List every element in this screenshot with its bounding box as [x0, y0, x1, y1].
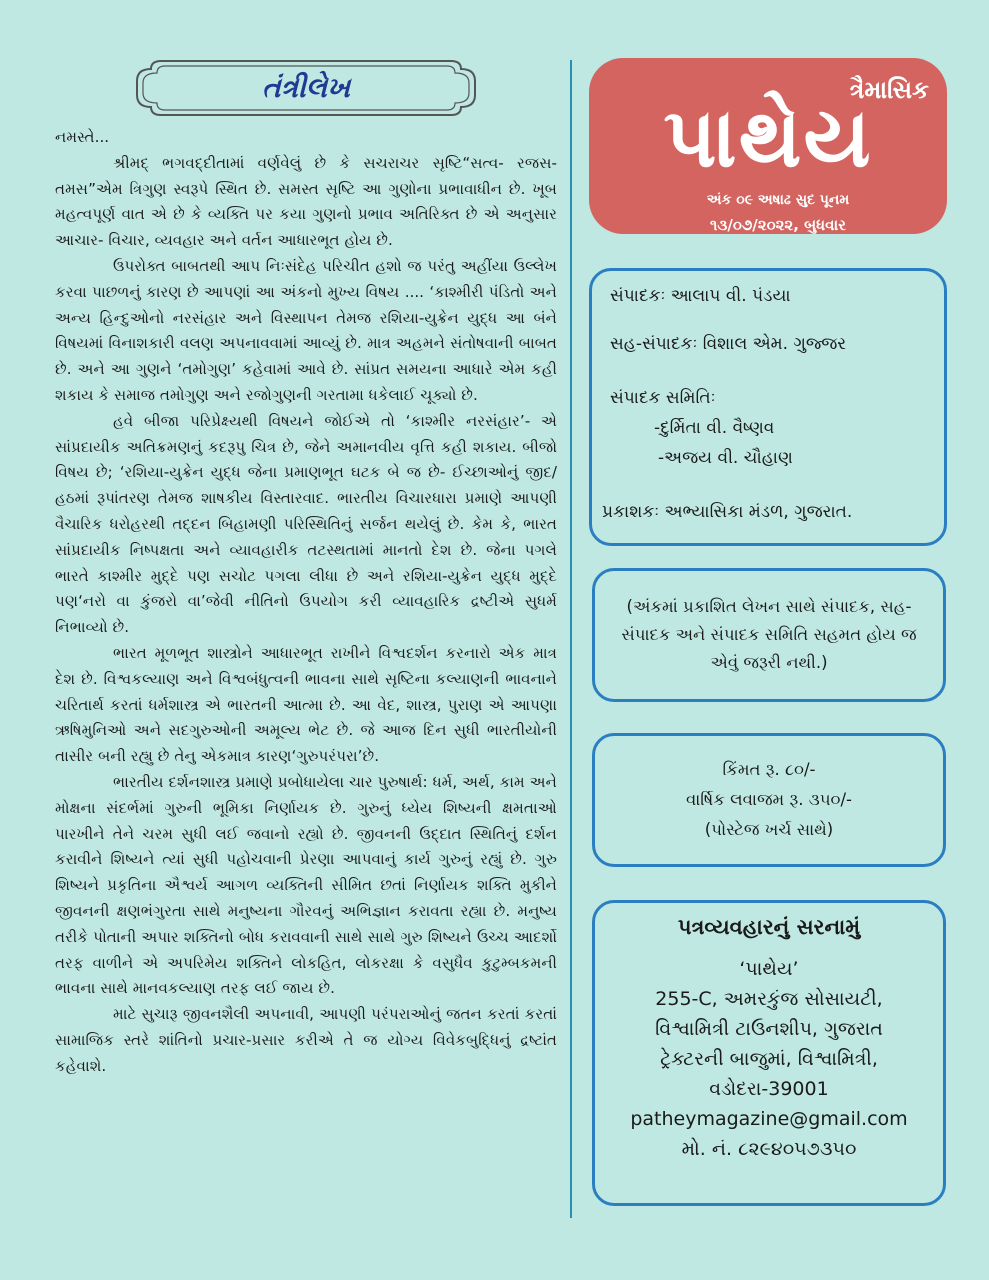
paragraph: માટે સુચારૂ જીવનશૈલી અપનાવી, આપણી પરંપરાઓનું જતન કરતાં કરતાં સામાજિક સ્તરે શાંતિનો પ્રચાર-પ્રસાર કરીએ તે જ યોગ્ય વિવેકબુદ્ધિનું દ્રષ્ટાંત કહેવાશે.	[55, 1005, 557, 1075]
editorial-title-frame	[131, 55, 481, 121]
address-line: વડોદરા-39001	[709, 1078, 829, 1100]
editorial-column	[55, 55, 557, 1079]
publication-frequency: ત્રૈમાસિક	[849, 76, 929, 104]
address-heading: પત્રવ્યવહારનું સરનામું	[677, 915, 861, 939]
committee-member: -અજય વી. ચૌહાણ	[658, 448, 793, 468]
address-line: 255-C, અમરકુંજ સોસાયટી,	[655, 988, 883, 1010]
phone-number: મો. નં. ૮૨૯૪૦૫૭૩૫૦	[681, 1138, 857, 1160]
annual-subscription: વાર્ષિક લવાજમ રૂ. ૩૫૦/-	[685, 790, 852, 809]
paragraph: ભારતીય દર્શનશાસ્ત્ર પ્રમાણે પ્રબોધાયેલા ચાર પુરુષાર્થ: ધર્મ, અર્થ, કામ અને મોક્ષના સંદર્ભમાં ગુરુની ભૂમિકા નિર્ણાયક છે. ગુરુનું ધ્યેય શિષ્યની ક્ષમતાઓ પારખીને તેને ચરમ સુધી લઈ જવાનો રહ્યો છે. જીવનની ઉદ્દાત સ્થિતિનું દર્શન કરાવીને શિષ્યને ત્યાં સુધી પહોચવાની પ્રેરણા આપવાનું કાર્ય ગુરુનું રહ્યું છે. ગુરુ શિષ્યને પ્રકૃતિના ઐશ્વર્ય આગળ વ્યક્તિની સીમિત છતાં નિર્ણાયક શક્તિ મુકીને જીવનની ક્ષણભંગુરતા સાથે મનુષ્યના ગૌરવનું અભિજ્ઞાન કરાવતા રહ્યા છે. મનુષ્ય તરીકે પોતાની અપાર શક્તિનો બોધ કરાવવાની સાથે સાથે ગુરુ શિષ્યને ઉચ્ચ આદર્શો તરફ વાળીને એ અપરિમેય શક્તિને લોકહિત, લોકરક્ષા કે વસુધૈવ કુટુમ્બકમની ભાવના સાથે માનવકલ્યાણ તરફ લઈ જાય છે.	[55, 772, 557, 998]
editors-box	[589, 268, 947, 546]
issue-info: અંક ૦૯ અષાઢ સુદ પૂનમ	[706, 192, 850, 208]
co-editor-line: સહ-સંપાદકઃ વિશાલ એમ. ગુજ્જર	[610, 334, 847, 354]
column-divider	[570, 60, 572, 1218]
publisher-line: પ્રકાશકઃ અભ્યાસિકા મંડળ, ગુજરાત.	[602, 502, 853, 522]
editor-line: સંપાદકઃ આલાપ વી. પંડયા	[610, 286, 791, 306]
price-box	[592, 733, 946, 867]
address-line: વિશ્વામિત્રી ટાઉનશીપ, ગુજરાત	[655, 1018, 883, 1040]
committee-label: સંપાદક સમિતિઃ	[610, 388, 716, 408]
paragraph: હવે બીજા પરિપ્રેક્ષ્યથી વિષયને જોઈએ તો ‘કાશ્મીર નરસંહાર’- એ સાંપ્રદાયીક અતિક્રમણનું કદરૂપુ ચિત્ર છે, જેને અમાનવીય વૃત્તિ કહી શકાય. બીજો વિષય છે; ‘રશિયા-યુક્રેન યુદ્ધ જેના પ્રમાણભૂત ઘટક બે જ છે- ઈચ્છાઓનું જીદ/હઠમાં રૂપાંતરણ તેમજ શાષકીય વિસ્તારવાદ. ભારતીય વિચારધારા પ્રમાણે આપણી વૈચારિક ધરોહરથી તદ્દન બિહામણી પરિસ્થિતિનું સર્જન થયેલું છે. કેમ કે, ભારત સાંપ્રદાયીક નિષ્પક્ષતા અને વ્યાવહારીક તટસ્થતામાં માનતો દેશ છે. જેના પગલે ભારતે કાશ્મીર મુદ્દે પણ સચોટ પગલા લીધા છે અને રશિયા-યુક્રેન યુદ્ધ મુદ્દે પણ‘નરો વા કુંજરો વા’જેવી નીતિનો ઉપયોગ કરી વ્યાવહારિક દ્રષ્ટીએ સુધર્મ નિભાવ્યો છે.	[55, 411, 557, 637]
paragraph: ભારત મૂળભૂત શાસ્ત્રોને આધારભૂત રાખીને વિશ્વદર્શન કરનારો એક માત્ર દેશ છે. વિશ્વકલ્યાણ અને વિશ્વબંધુત્વની ભાવના સાથે સૃષ્ટિના કલ્યાણની ભાવનાને ચરિતાર્થ કરતાં ધર્મશાસ્ત્ર એ ભારતની આત્મા છે. આ વેદ, શાસ્ત્ર, પુરાણ એ આપણા ઋષિમુનિઓ અને સદગુરુઓની અમૂલ્ય ભેટ છે. જે આજ દિન સુધી ભારતીયોની તાસીર બની રહ્યુ છે તેનુ એકમાત્ર કારણ‘ગુરુપરંપરા’છે.	[55, 643, 557, 766]
single-price: કિંમત રૂ. ૮૦/-	[722, 760, 816, 779]
paragraph: નમસ્તે...	[55, 128, 110, 146]
address-line: ટ્રેક્ટરની બાજુમાં, વિશ્વામિત્રી,	[660, 1048, 878, 1070]
editorial-body	[55, 125, 557, 1079]
committee-member: -દુર્મિતા વી. વૈષ્ણવ	[654, 418, 775, 438]
address-line: ‘પાથેય’	[739, 958, 799, 980]
email-link[interactable]: patheymagazine@gmail.com	[630, 1108, 908, 1130]
address-lines	[595, 954, 943, 1164]
paragraph: ઉપરોક્ત બાબતથી આપ નિઃસંદેહ પરિચીત હશો જ પરંતુ અહીંયા ઉલ્લેખ કરવા પાછળનું કારણ છે આપણાં આ અંકનો મુખ્ય વિષય .... ‘કાશ્મીરી પંડિતો અને અન્ય હિન્દુઓનો નરસંહાર અને વિસ્થાપન તેમજ રશિયા-યુક્રેન યુદ્ધ આ બંને વિષયમાં વિનાશકારી વલણ અપનાવવામાં આવ્યું છે. માત્ર અહમને સંતોષવાની બાબત છે. અને આ ગુણને ‘તમોગુણ’ કહેવામાં આવે છે. સાંપ્રત સમયના આધારે એમ કહી શકાય કે સમાજ તમોગુણ અને રજોગુણની ગરતામા ધકેલાઈ ચૂક્યો છે.	[55, 256, 557, 404]
issue-date: ૧૩/૦૭/૨૦૨૨, બુધવાર	[710, 216, 846, 234]
editorial-title: તંત્રીલેખ	[262, 71, 350, 104]
paragraph: શ્રીમદ્ ભગવદ્દીતામાં વર્ણવેલું છે કે સચરાચર સૃષ્ટિ“સત્વ- રજસ-તમસ”એમ ત્રિગુણ સ્વરૂપે સ્થિત છે. સમસ્ત સૃષ્ટિ આ ગુણોના પ્રભાવાધીન છે. ખૂબ મહત્વપૂર્ણ વાત એ છે કે વ્યક્તિ પર કયા ગુણનો પ્રભાવ અતિરિક્ત છે એ અનુસાર આચાર- વિચાર, વ્યવહાર અને વર્તન આધારભૂત હોય છે.	[55, 153, 557, 250]
magazine-name: પાથેય	[663, 91, 873, 186]
disclaimer-box	[592, 568, 946, 702]
postage-note: (પોસ્ટેજ ખર્ચ સાથે)	[704, 820, 834, 839]
masthead	[589, 58, 947, 234]
disclaimer-text: (અંકમાં પ્રકાશિત લેખન સાથે સંપાદક, સહ-સંપાદક અને સંપાદક સમિતિ સહમત હોય જ એવું જરૂરી નથી.)	[621, 597, 917, 672]
address-box	[592, 900, 946, 1206]
